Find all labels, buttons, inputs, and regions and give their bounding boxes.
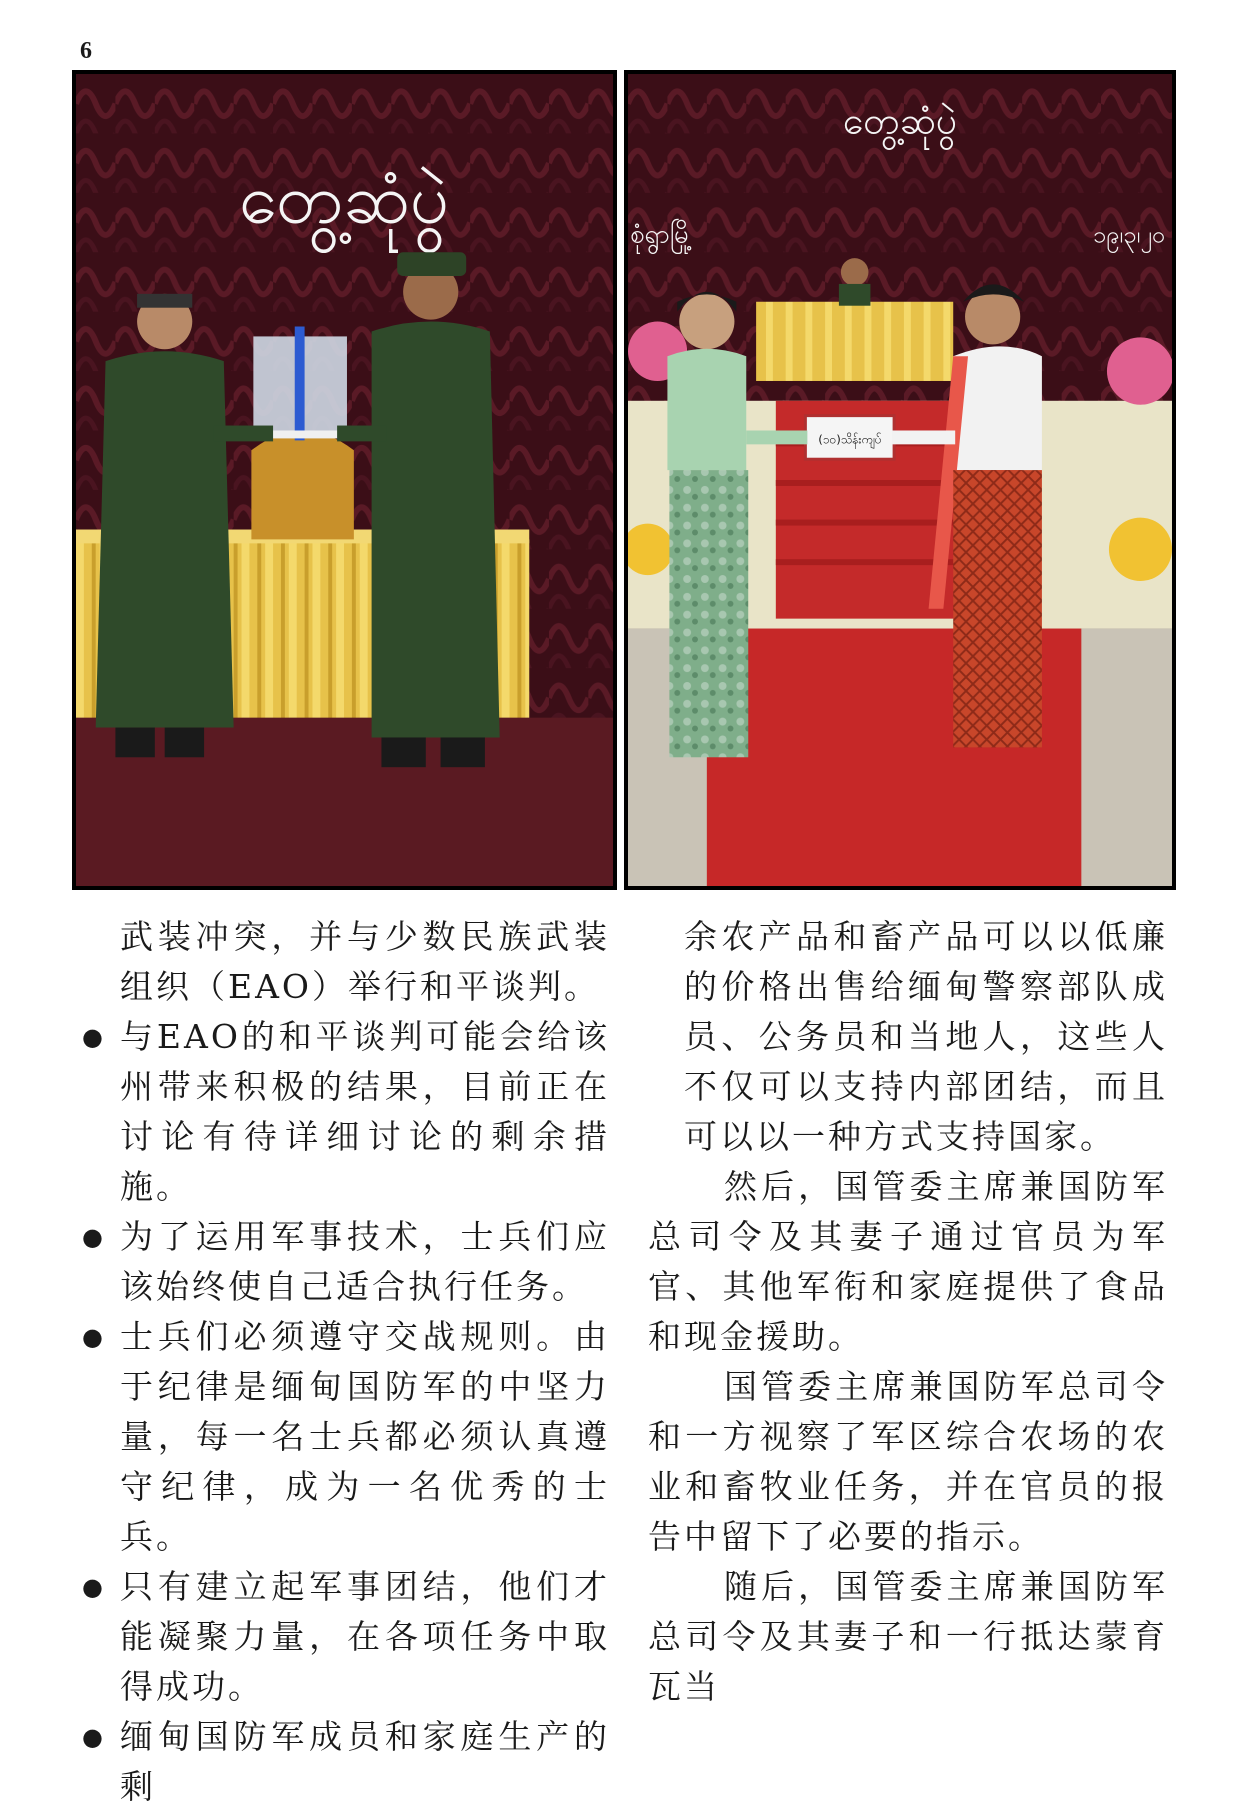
- list-item: ● 只有建立起军事团结，他们才能凝聚力量，在各项任务中取得成功。: [80, 1562, 610, 1712]
- bullet-list: [80, 1012, 610, 1812]
- list-item: ● 缅甸国防军成员和家庭生产的剩: [80, 1712, 610, 1812]
- backdrop-town: စုံရွာမြို့: [629, 219, 693, 250]
- backdrop-date: ၁၉၊၃၊၂၀: [1092, 220, 1166, 249]
- list-item: ● 与EAO的和平谈判可能会给该州带来积极的结果，目前正在讨论有待详细讨论的剩余措施。: [80, 1012, 610, 1212]
- bullet-icon: ●: [82, 1723, 106, 1751]
- list-item: ● 为了运用军事技术，士兵们应该始终使自己适合执行任务。: [80, 1212, 610, 1312]
- article-column-right: [648, 912, 1168, 1712]
- bullet-icon: ●: [82, 1023, 106, 1051]
- bullet-icon: ●: [82, 1323, 106, 1351]
- intro-paragraph: 武装冲突，并与少数民族武装组织（EAO）举行和平谈判。: [120, 917, 610, 1006]
- article-column-left: [80, 912, 610, 1812]
- continuation-paragraph: 余农产品和畜产品可以以低廉的价格出售给缅甸警察部队成员、公务员和当地人，这些人不仅可以支持内部团结，而且可以以一种方式支持国家。: [684, 917, 1168, 1156]
- backdrop-text: တွေ့ဆုံပွဲ: [238, 159, 450, 240]
- bullet-icon: ●: [82, 1223, 106, 1251]
- photo-gift-presentation: [72, 70, 617, 890]
- bullet-icon: ●: [82, 1573, 106, 1601]
- body-paragraph: 国管委主席兼国防军总司令和一方视察了军区综合农场的农业和畜牧业任务，并在官员的报告中留下了必要的指示。: [648, 1367, 1168, 1556]
- backdrop-text: တွေ့ဆုံပွဲ: [842, 98, 958, 143]
- cash-box-label: (၁၀)သိန်းကျပ်: [818, 432, 882, 447]
- body-paragraph: 随后，国管委主席兼国防军总司令及其妻子和一行抵达蒙育瓦当: [648, 1567, 1168, 1706]
- body-paragraph: 然后，国管委主席兼国防军总司令及其妻子通过官员为军官、其他军衔和家庭提供了食品和现金援助。: [648, 1167, 1168, 1356]
- photo-cash-presentation: [624, 70, 1176, 890]
- list-item: ● 士兵们必须遵守交战规则。由于纪律是缅甸国防军的中坚力量，每一名士兵都必须认真遵守纪律，成为一名优秀的士兵。: [80, 1312, 610, 1562]
- page-number: 6: [80, 38, 92, 64]
